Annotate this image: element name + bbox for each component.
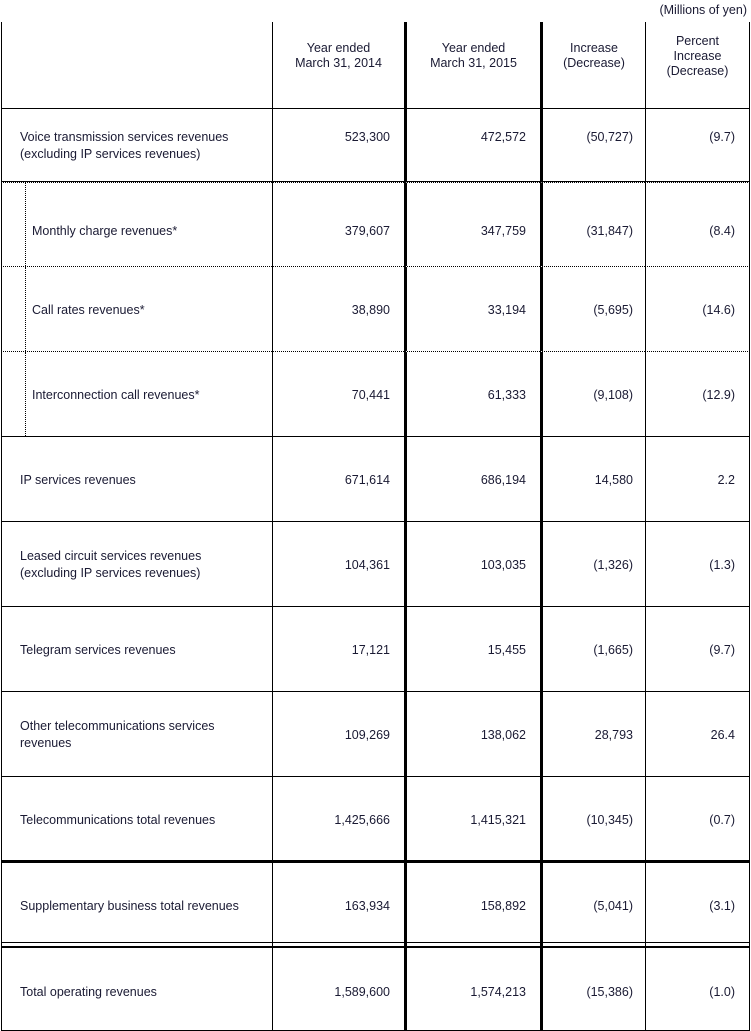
cell-increase: 14,580 [594, 473, 633, 487]
row-label: Interconnection call revenues* [32, 388, 200, 402]
cell-year-2015: 15,455 [487, 643, 526, 657]
row-label: Total operating revenues [20, 985, 157, 999]
column-header-year-2015: Year ended March 31, 2015 [430, 41, 517, 70]
cell-year-2015: 33,194 [487, 303, 526, 317]
cell-year-2014: 671,614 [344, 473, 390, 487]
cell-increase: (10,345) [586, 813, 633, 827]
cell-increase: (15,386) [586, 985, 633, 999]
double-rule-above-supplementary [1, 860, 750, 861]
cell-increase: (1,665) [593, 643, 633, 657]
cell-increase: (9,108) [593, 388, 633, 402]
table-row [1, 109, 750, 182]
table-row-total [1, 862, 750, 947]
cell-percent: (3.1) [709, 899, 735, 913]
cell-increase: 28,793 [594, 728, 633, 742]
cell-year-2015: 1,574,213 [470, 985, 526, 999]
cell-year-2014: 1,589,600 [334, 985, 390, 999]
table-row-total [1, 777, 750, 862]
row-label: Voice transmission services revenues (excluding IP services revenues) [20, 130, 229, 161]
table-row [1, 267, 750, 352]
cell-increase: (31,847) [586, 224, 633, 238]
cell-percent: (12.9) [702, 388, 735, 402]
indent-guide [25, 352, 26, 436]
cell-year-2014: 1,425,666 [334, 813, 390, 827]
cell-percent: (8.4) [709, 224, 735, 238]
cell-year-2015: 686,194 [480, 473, 526, 487]
table-header-row [1, 22, 750, 109]
cell-year-2015: 347,759 [480, 224, 526, 238]
row-label: Telegram services revenues [20, 643, 176, 657]
cell-year-2015: 61,333 [487, 388, 526, 402]
revenue-breakdown-table [1, 22, 750, 1031]
indent-guide [25, 267, 26, 351]
cell-year-2014: 379,607 [344, 224, 390, 238]
table-row [1, 437, 750, 522]
cell-percent: (0.7) [709, 813, 735, 827]
cell-percent: (9.7) [709, 643, 735, 657]
cell-year-2015: 472,572 [480, 130, 526, 144]
cell-year-2015: 103,035 [480, 558, 526, 572]
cell-year-2014: 17,121 [351, 643, 390, 657]
table-row [1, 522, 750, 607]
cell-year-2015: 1,415,321 [470, 813, 526, 827]
cell-increase: (50,727) [586, 130, 633, 144]
indent-guide [25, 183, 26, 266]
cell-increase: (1,326) [593, 558, 633, 572]
row-label: Monthly charge revenues* [32, 224, 178, 238]
table-row [1, 692, 750, 777]
row-label: Other telecommunications services revenues [20, 719, 215, 750]
row-label: Leased circuit services revenues (excluding IP services revenues) [20, 549, 202, 580]
table-row [1, 352, 750, 437]
cell-year-2014: 38,890 [351, 303, 390, 317]
column-header-increase: Increase (Decrease) [563, 41, 625, 70]
table-row-grand-total [1, 947, 750, 1031]
cell-percent: 26.4 [710, 728, 735, 742]
cell-year-2014: 523,300 [344, 130, 390, 144]
cell-year-2015: 138,062 [480, 728, 526, 742]
column-header-year-2014: Year ended March 31, 2014 [295, 41, 382, 70]
cell-year-2014: 70,441 [351, 388, 390, 402]
cell-year-2014: 109,269 [344, 728, 390, 742]
row-label: IP services revenues [20, 473, 136, 487]
column-header-percent: Percent Increase (Decrease) [666, 34, 729, 78]
cell-year-2014: 104,361 [344, 558, 390, 572]
cell-percent: 2.2 [717, 473, 735, 487]
units-caption: (Millions of yen) [659, 3, 747, 17]
table-row [1, 607, 750, 692]
row-label: Supplementary business total revenues [20, 899, 239, 913]
cell-year-2014: 163,934 [344, 899, 390, 913]
row-label: Telecommunications total revenues [20, 813, 216, 827]
cell-increase: (5,041) [593, 899, 633, 913]
cell-percent: (1.0) [709, 985, 735, 999]
double-rule-below-supplementary [1, 942, 750, 943]
table-row [1, 182, 750, 267]
cell-year-2015: 158,892 [480, 899, 526, 913]
cell-percent: (1.3) [709, 558, 735, 572]
row-label: Call rates revenues* [32, 303, 145, 317]
cell-increase: (5,695) [593, 303, 633, 317]
cell-percent: (9.7) [709, 130, 735, 144]
cell-percent: (14.6) [702, 303, 735, 317]
